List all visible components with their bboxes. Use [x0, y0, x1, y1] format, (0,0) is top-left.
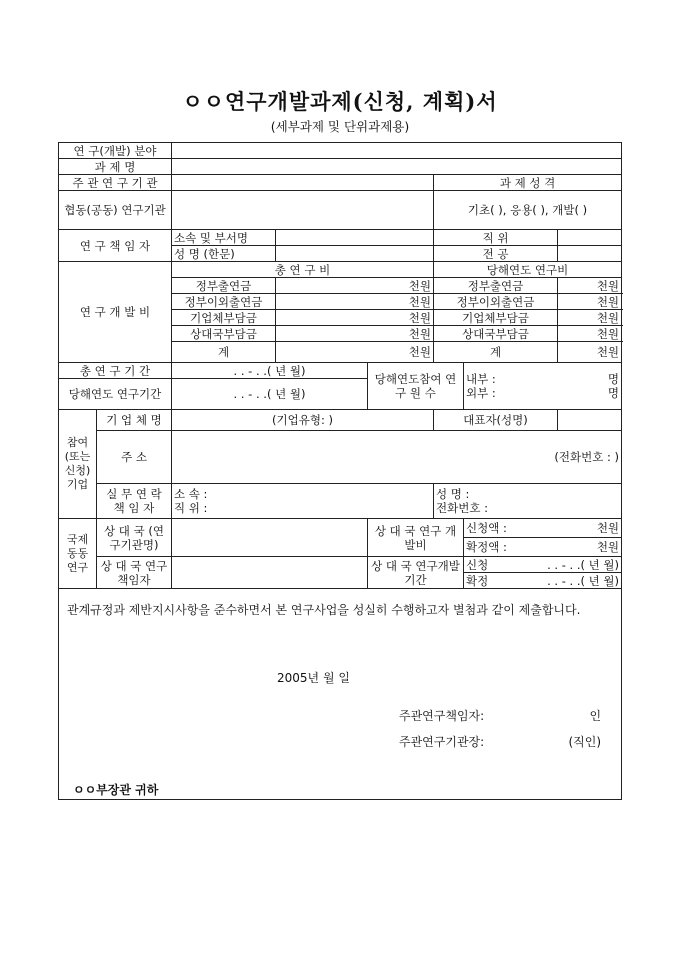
gov-ext-year-label: 정부이외출연금 [434, 294, 558, 310]
affil-short: 소 속 : [174, 487, 208, 501]
confirm-amount-input[interactable] [464, 538, 622, 557]
gov-ext-total-input[interactable]: 천원 [276, 294, 434, 310]
partner-year-input[interactable]: 천원 [558, 326, 622, 342]
partner-budget-label: 상 대 국 연구 개발비 [368, 519, 464, 557]
name-input[interactable] [276, 246, 434, 262]
internal-unit: 명 [607, 372, 620, 386]
name-label: 성 명 (한문) [172, 246, 276, 262]
gov-year-label: 정부출연금 [434, 278, 558, 294]
coop-org-input[interactable] [172, 191, 434, 230]
ceo-input[interactable] [558, 410, 622, 431]
ceo-label: 대표자(성명) [434, 410, 558, 431]
task-nature-label: 과 제 성 격 [434, 175, 622, 191]
declaration-text: 관계규정과 제반지시사항을 준수하면서 본 연구사업을 성실히 수행하고자 별첨과 같이 제출합니다. [67, 603, 581, 617]
major-label: 전 공 [434, 246, 558, 262]
position-short: 직 위 : [174, 501, 208, 515]
company-total-input[interactable]: 천원 [276, 310, 434, 326]
name-short: 성 명 : [436, 487, 470, 501]
intl-label: 국제 동동 연구 [59, 519, 97, 589]
affiliation-label: 소속 및 부서명 [172, 230, 276, 246]
contact-label: 실 무 연 락 책 임 자 [97, 484, 172, 519]
partner-lead-input[interactable] [172, 557, 368, 589]
partner-total-input[interactable]: 천원 [276, 326, 434, 342]
partner-lead-label: 상 대 국 연구책임자 [97, 557, 172, 589]
total-period-input[interactable]: . . - . .( 년 월) [172, 363, 368, 379]
company-name-label: 기 업 체 명 [97, 410, 172, 431]
request-period-value: . . - . .( 년 월) [547, 557, 620, 572]
headcount-input[interactable] [464, 363, 622, 410]
partner-burden-label: 상대국부담금 [172, 326, 276, 342]
coop-org-label: 협동(공동) 연구기관 [59, 191, 172, 230]
field-label: 연 구(개발) 분야 [59, 143, 172, 159]
request-short: 신청 [466, 557, 489, 572]
host-org-input[interactable] [172, 175, 434, 191]
participant-label: 참여 (또는 신청) 기업 [59, 410, 97, 519]
request-amount-unit: 천원 [596, 521, 620, 535]
total-budget-label: 총 연 구 비 [172, 262, 434, 278]
contact-input-2[interactable] [434, 484, 622, 519]
partner-year-label: 상대국부담금 [434, 326, 558, 342]
page-title: ㅇㅇ연구개발과제(신청, 계획)서 [182, 89, 498, 114]
company-year-input[interactable]: 천원 [558, 310, 622, 326]
field-input[interactable] [172, 143, 622, 159]
sum-label: 계 [172, 342, 276, 363]
headcount-label: 당해연도참여 연 구 원 수 [368, 363, 464, 410]
phone-short: 전화번호 : [436, 501, 488, 515]
total-period-label: 총 연 구 기 간 [59, 363, 172, 379]
addressee: ㅇㅇ부장관 귀하 [73, 783, 159, 797]
affiliation-input[interactable] [276, 230, 434, 246]
gov-label: 정부출연금 [172, 278, 276, 294]
year-period-label: 당해연도 연구기간 [59, 379, 172, 410]
request-amount-label: 신청액 : [466, 521, 507, 535]
address-label: 주 소 [97, 431, 172, 484]
confirm-short: 확정 [466, 573, 489, 588]
confirm-period-input[interactable] [464, 573, 622, 589]
year-period-input[interactable]: . . - . .( 년 월) [172, 379, 368, 410]
position-input[interactable] [558, 230, 622, 246]
gov-year-input[interactable]: 천원 [558, 278, 622, 294]
confirm-amount-label: 확정액 : [466, 540, 507, 554]
year-budget-label: 당해연도 연구비 [434, 262, 622, 278]
company-type-input[interactable]: (기업유형: ) [172, 410, 434, 431]
budget-label: 연 구 개 발 비 [59, 262, 172, 363]
position-label: 직 위 [434, 230, 558, 246]
application-form-table [58, 142, 622, 800]
task-name-label: 과 제 명 [59, 159, 172, 175]
official-seal-mark: (직인) [568, 735, 602, 749]
page-subtitle: (세부과제 및 단위과제용) [270, 119, 410, 134]
sum-year-label: 계 [434, 342, 558, 363]
gov-ext-year-input[interactable]: 천원 [558, 294, 622, 310]
partner-period-label: 상 대 국 연구개발기간 [368, 557, 464, 589]
request-period-input[interactable] [464, 557, 622, 573]
contact-input[interactable] [172, 484, 434, 519]
address-input[interactable]: (전화번호 : ) [172, 431, 622, 484]
partner-org-input[interactable] [172, 519, 368, 557]
request-amount-input[interactable] [464, 519, 622, 538]
sum-total-input[interactable]: 천원 [276, 342, 434, 363]
external-label: 외부 : [466, 386, 496, 400]
lead-signature-label: 주관연구책임자: [399, 709, 485, 723]
gov-ext-label: 정부이외출연금 [172, 294, 276, 310]
external-unit: 명 [607, 386, 620, 400]
internal-label: 내부 : [466, 372, 496, 386]
task-name-input[interactable] [172, 159, 622, 175]
confirm-period-value: . . - . .( 년 월) [547, 573, 620, 588]
company-burden-label: 기업체부담금 [172, 310, 276, 326]
confirm-amount-unit: 천원 [596, 540, 620, 554]
gov-total-input[interactable]: 천원 [276, 278, 434, 294]
major-input[interactable] [558, 246, 622, 262]
sum-year-input[interactable]: 천원 [558, 342, 622, 363]
task-nature-options[interactable]: 기초( ), 응용( ), 개발( ) [434, 191, 622, 230]
researcher-label: 연 구 책 임 자 [59, 230, 172, 262]
declaration-date: 2005년 월 일 [277, 671, 350, 685]
host-org-label: 주 관 연 구 기 관 [59, 175, 172, 191]
partner-org-label: 상 대 국 (연구기관명) [97, 519, 172, 557]
seal-mark: 인 [589, 709, 602, 723]
declaration-box [59, 589, 622, 800]
head-signature-label: 주관연구기관장: [399, 735, 485, 749]
company-year-label: 기업체부담금 [434, 310, 558, 326]
